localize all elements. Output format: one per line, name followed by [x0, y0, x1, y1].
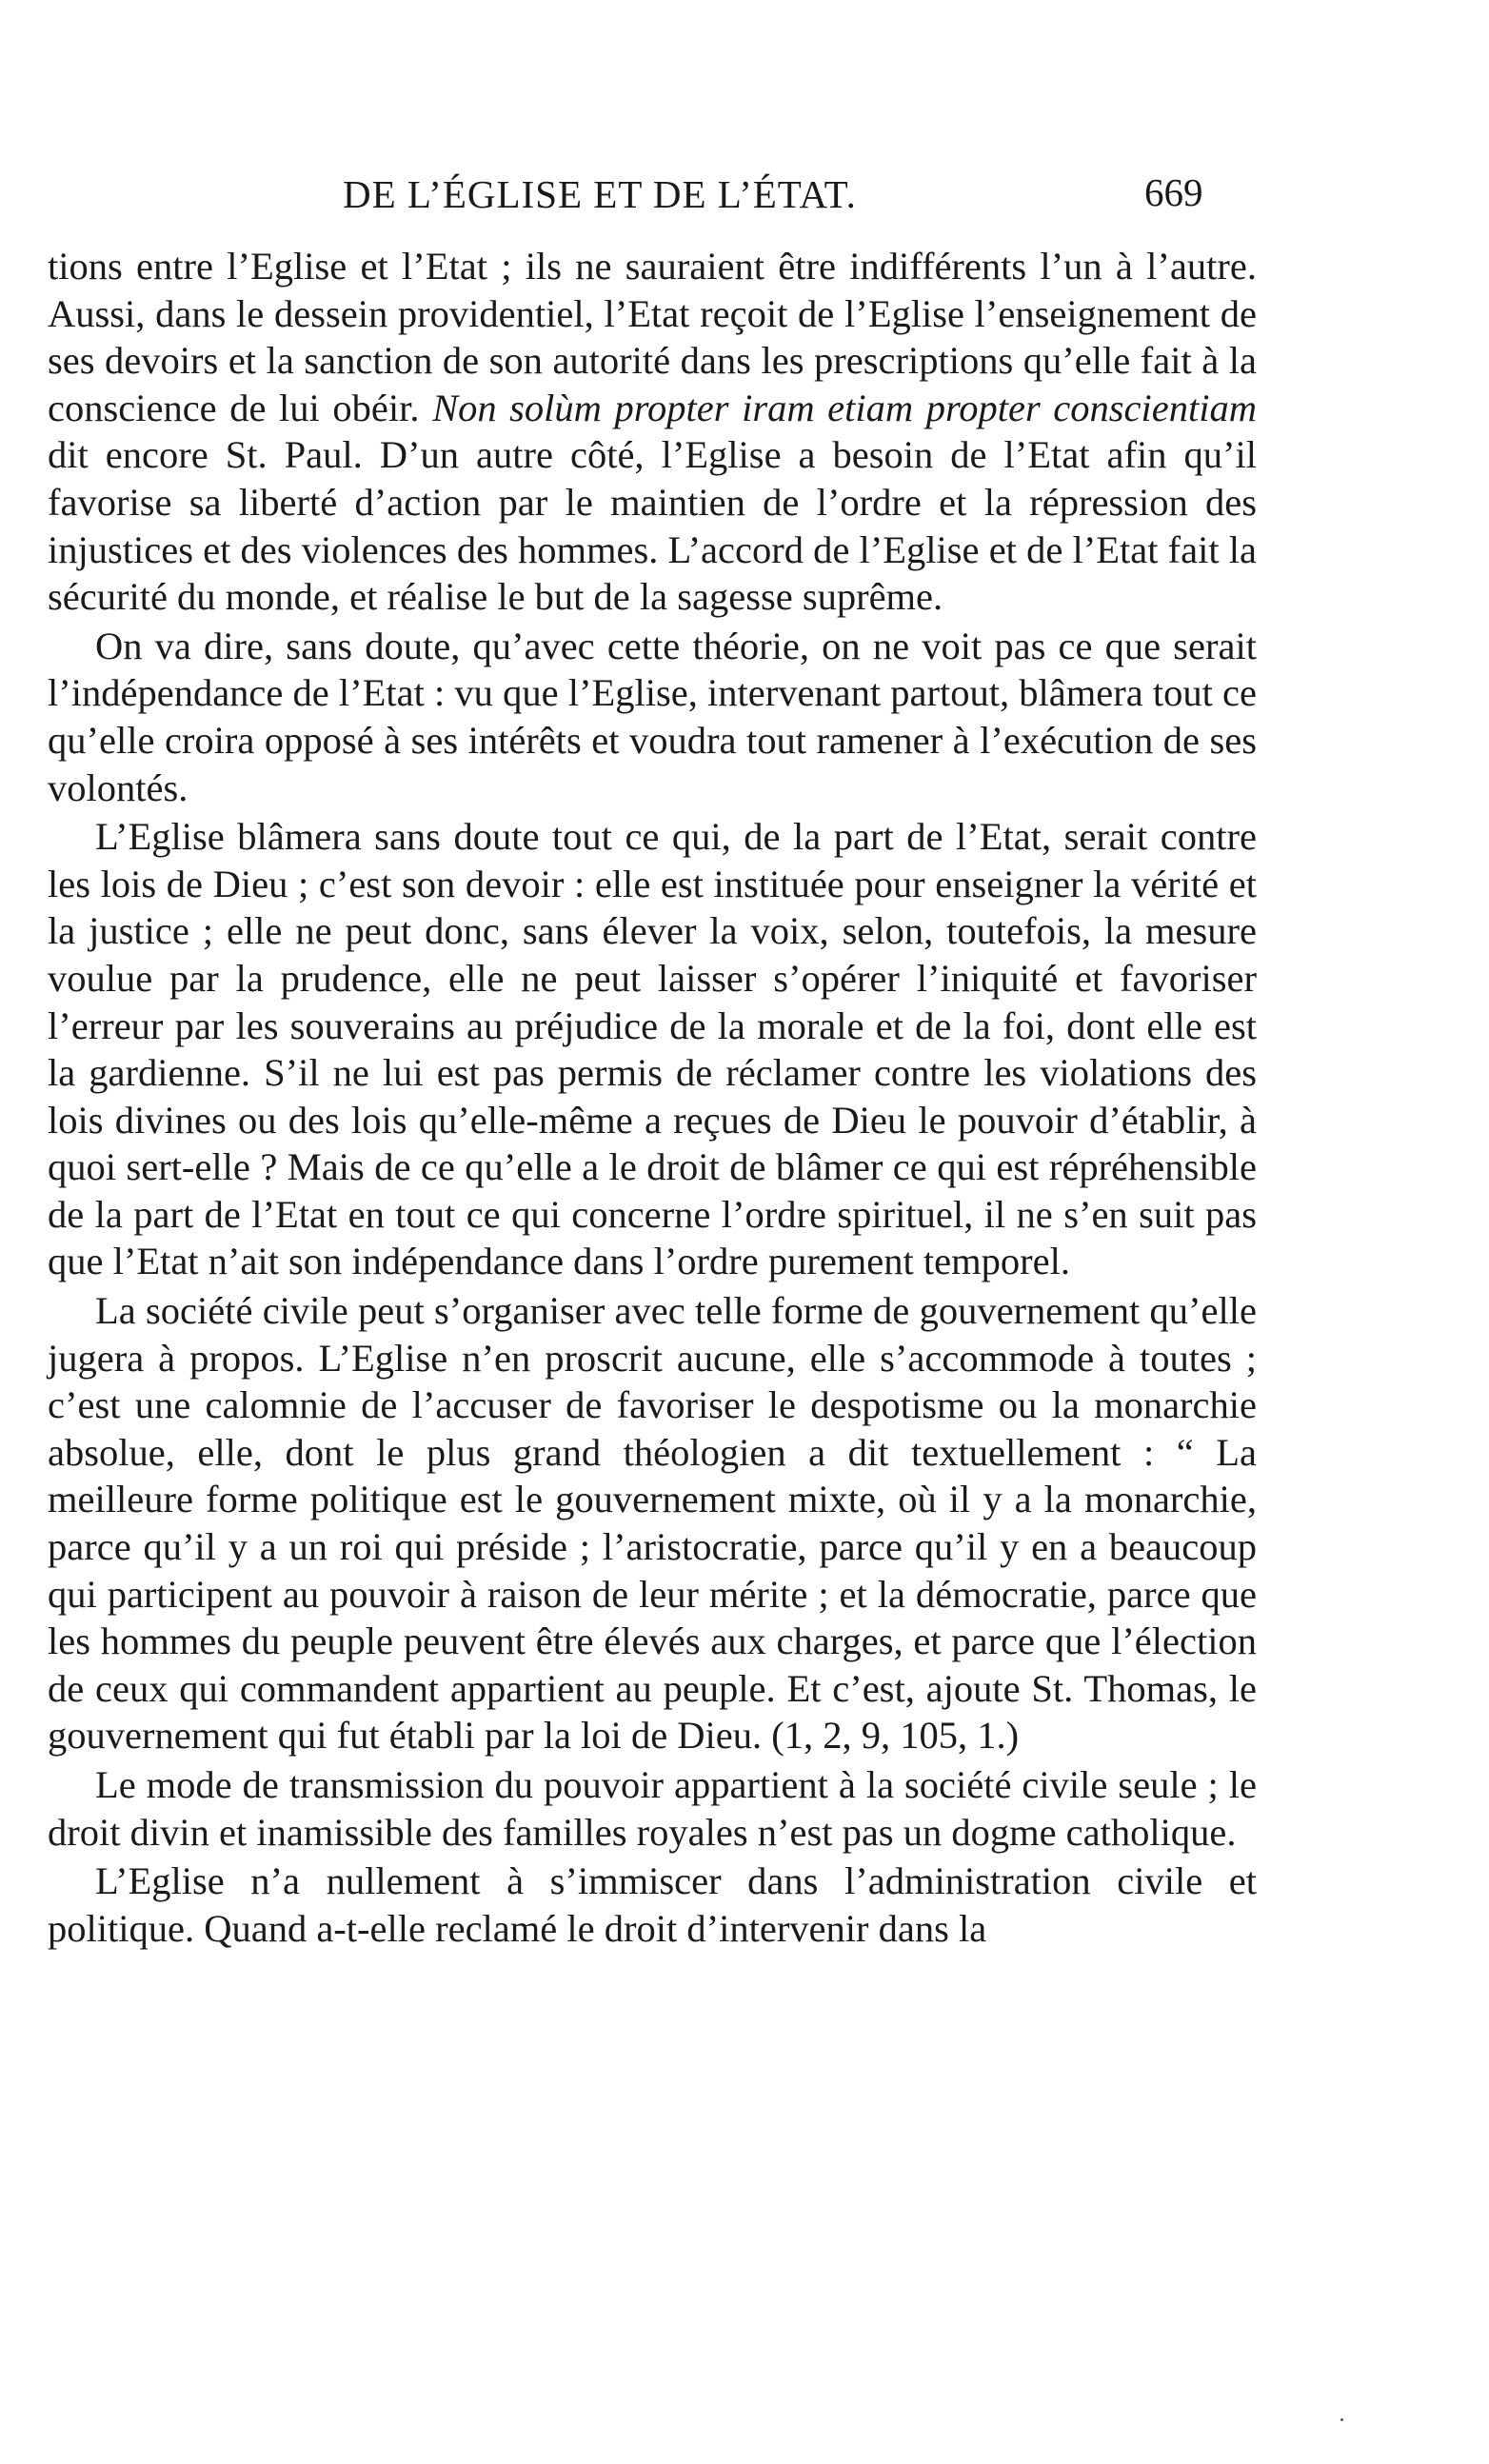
- paragraph-5: Le mode de transmission du pouvoir appartient à la société civile seule ; le droit divin et inamissible des familles royales n’est pas un dogme catholique.: [48, 1763, 1257, 1854]
- paragraph-4: La société civile peut s’organiser avec telle forme de gouvernement qu’elle jugera à propos. L’Eglise n’en proscrit aucune, elle s’accommode à toutes ; c’est une calomnie de l’accuser de favoriser le despotisme ou la monarchie absolue, elle, dont le plus grand théologien a dit textuellement : “ La meilleure forme politique est le gouvernement mixte, où il y a la monarchie, parce qu’il y a un roi qui préside ; l’aristocratie, parce qu’il y en a beaucoup qui participent au pouvoir à raison de leur mérite ; et la démocratie, parce que les hommes du peuple peuvent être élevés aux charges, et parce que l’élection de ceux qui commandent appartient au peuple. Et c’est, ajoute St. Thomas, le gouvernement qui fut établi par la loi de Dieu. (1, 2, 9, 105, 1.): [48, 1289, 1257, 1758]
- scan-speck: [1340, 2418, 1343, 2421]
- paragraph-2: On va dire, sans doute, qu’avec cette théorie, on ne voit pas ce que serait l’indépendance de l’Etat : vu que l’Eglise, intervenant partout, blâmera tout ce qu’elle croira opposé à ses intérêts et voudra tout ramener à l’exécution de ses volontés.: [48, 624, 1257, 809]
- running-head-title: DE L’ÉGLISE ET DE L’ÉTAT.: [343, 172, 857, 216]
- page-number: 669: [1144, 170, 1203, 214]
- paragraph-6: L’Eglise n’a nullement à s’immiscer dans l’administration civile et politique. Quand a-t-elle reclamé le droit d’intervenir dans la: [48, 1859, 1257, 1950]
- paragraph-1: [48, 243, 1257, 621]
- body-text: [48, 243, 1257, 1954]
- paragraph-3: L’Eglise blâmera sans doute tout ce qui, de la part de l’Etat, serait contre les lois de Dieu ; c’est son devoir : elle est instituée pour enseigner la vérité et la justice ; elle ne peut donc, sans élever la voix, selon, toutefois, la mesure voulue par la prudence, elle ne peut laisser s’opérer l’iniquité et favoriser l’erreur par les souverains au préjudice de la morale et de la foi, dont elle est la gardienne. S’il ne lui est pas permis de réclamer contre les violations des lois divines ou des lois qu’elle-même a reçues de Dieu le pouvoir d’établir, à quoi sert-elle ? Mais de ce qu’elle a le droit de blâmer ce qui est répréhensible de la part de l’Etat en tout ce qui concerne l’ordre spirituel, il ne s’en suit pas que l’Etat n’ait son indépendance dans l’ordre purement temporel.: [48, 815, 1257, 1283]
- paragraph-1-text-cont: dit encore St. Paul. D’un autre côté, l’Eglise a besoin de l’Etat afin qu’il favorise sa liberté d’action par le maintien de l’ordre et la répression des injustices et des violences des hommes. L’accord de l’Eglise et de l’Etat fait la sécurité du monde, et réalise le but de la sagesse suprême.: [48, 433, 1257, 619]
- paragraph-1-text: tions entre l’Eglise et l’Etat ; ils ne sauraient être indifférents l’un à l’autre. Aussi, dans le dessein providentiel, l’Etat reçoit de l’Eglise l’enseignement de ses devoirs et la sanction de son autorité dans les prescriptions qu’elle fait à la conscience de lui obéir.: [48, 245, 1257, 429]
- latin-quotation: Non solùm propter iram etiam propter conscientiam: [432, 386, 1258, 429]
